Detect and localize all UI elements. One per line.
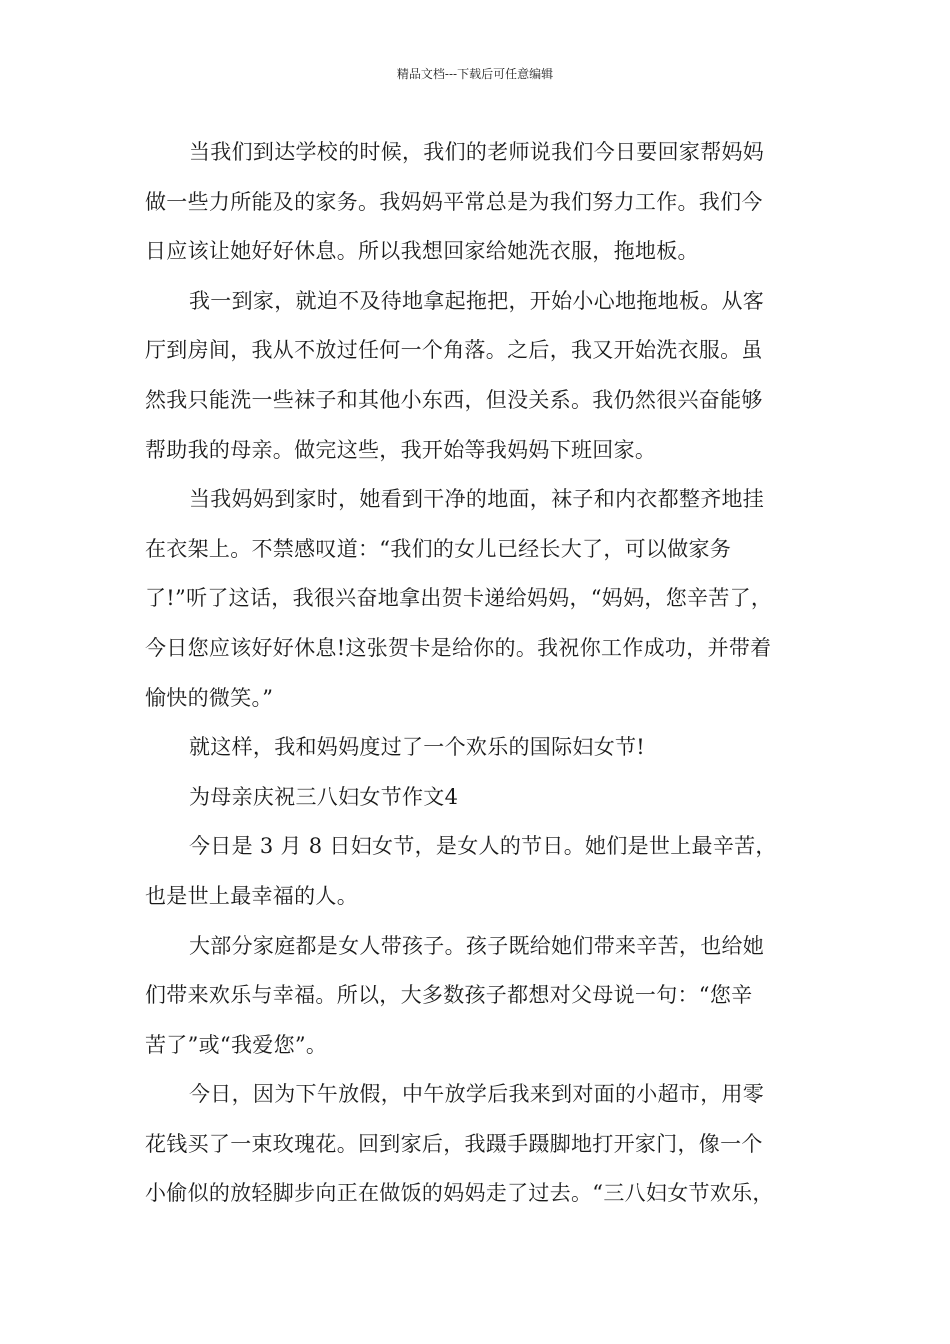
text-line: 小偷似的放轻脚步向正在做饭的妈妈走了过去。“三八妇女节欢乐， [145, 1181, 774, 1206]
text-line: 大部分家庭都是女人带孩子。孩子既给她们带来辛苦，也给她 [189, 933, 765, 958]
text-line: 了!”听了这话，我很兴奋地拿出贺卡递给妈妈，“妈妈，您辛苦了， [145, 586, 773, 611]
text-line: 今日，因为下午放假，中午放学后我来到对面的小超市，用零 [189, 1082, 765, 1107]
text-line: 当我妈妈到家时，她看到干净的地面，袜子和内衣都整齐地挂 [189, 487, 765, 512]
text-line: 也是世上最幸福的人。 [145, 883, 358, 908]
text-line: 们带来欢乐与幸福。所以，大多数孩子都想对父母说一句：“您辛 [145, 983, 753, 1008]
text-line: 愉快的微笑。” [145, 685, 274, 710]
text-line: 就这样，我和妈妈度过了一个欢乐的国际妇女节! [189, 735, 646, 760]
text-line: 帮助我的母亲。做完这些，我开始等我妈妈下班回家。 [145, 437, 657, 462]
text-line: 苦了”或“我爱您”。 [145, 1032, 328, 1057]
document-body [145, 128, 825, 1219]
text-line: 今日是 3 月 8 日妇女节，是女人的节日。她们是世上最辛苦， [189, 834, 777, 859]
text-line: 然我只能洗一些袜子和其他小东西，但没关系。我仍然很兴奋能够 [145, 387, 763, 412]
text-line: 厅到房间，我从不放过任何一个角落。之后，我又开始洗衣服。虽 [145, 338, 763, 363]
text-line: 做一些力所能及的家务。我妈妈平常总是为我们努力工作。我们今 [145, 189, 763, 214]
page-header: 精品文档---下载后可任意编辑 [396, 67, 554, 81]
text-line: 花钱买了一束玫瑰花。回到家后，我蹑手蹑脚地打开家门，像一个 [145, 1131, 763, 1156]
text-line: 日应该让她好好休息。所以我想回家给她洗衣服，拖地板。 [145, 239, 699, 264]
text-line: 在衣架上。不禁感叹道：“我们的女儿已经长大了，可以做家务 [145, 536, 732, 561]
text-line: 我一到家，就迫不及待地拿起拖把，开始小心地拖地板。从客 [189, 288, 765, 313]
text-line: 当我们到达学校的时候，我们的老师说我们今日要回家帮妈妈 [189, 140, 765, 164]
section-title: 为母亲庆祝三八妇女节作文4 [189, 784, 459, 809]
text-line: 今日您应该好好休息!这张贺卡是给你的。我祝你工作成功，并带着 [145, 635, 772, 660]
